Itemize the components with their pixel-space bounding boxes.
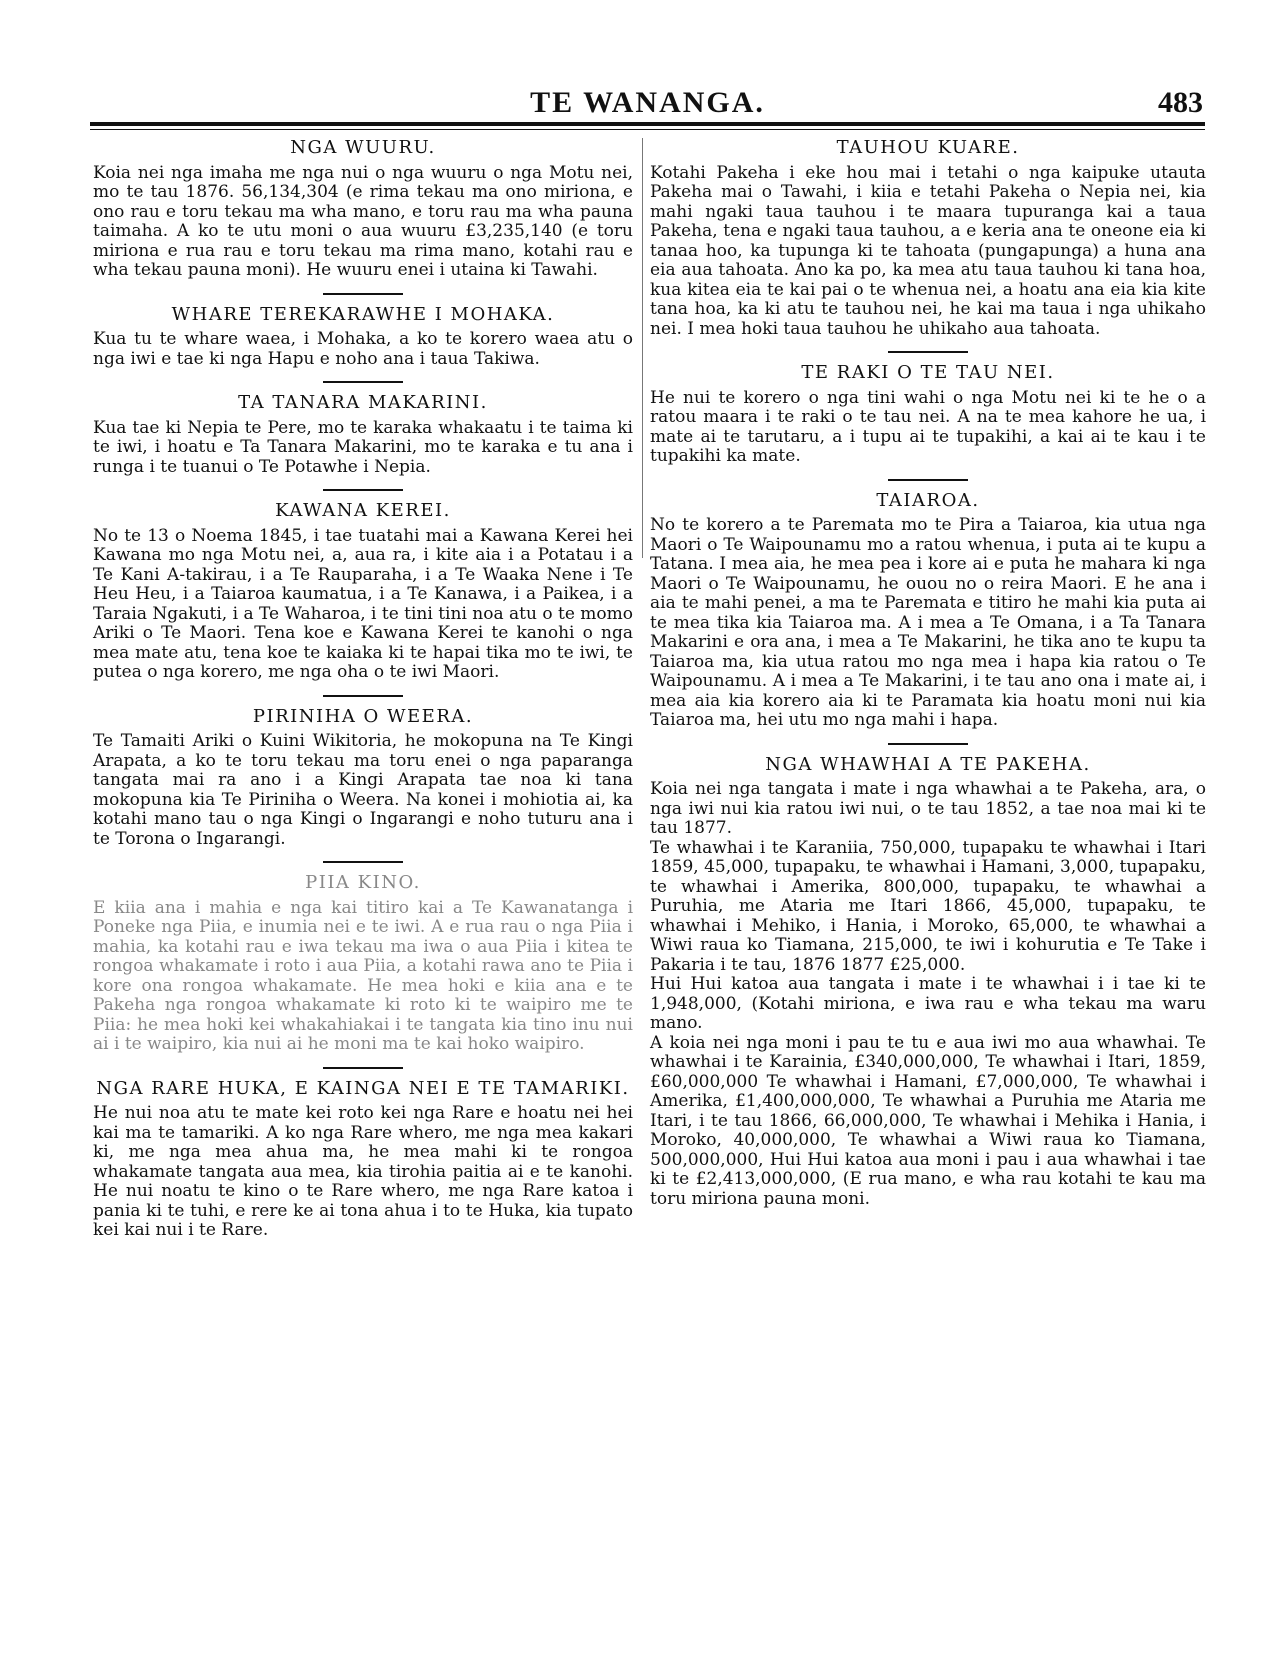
article-paragraph: No te 13 o Noema 1845, i tae tuatahi mai a Kawana Kerei hei Kawana mo nga Motu nei, a, aua ra, i kite aia i a Potatau i a Te Kani A-takirau, i a Te Rauparaha, i a Te Waaka Nene i Te Heu Heu, i a Taiaroa kaumatua, i a Te Kanawa, i a Paikea, i a Taraia Ngakuti, i a Te Waharoa, i te tini tini noa atu o te momo Ariki o Te Maori. Tena koe e Kawana Kerei te kanohi o nga mea mate atu, tena koe te kaiaka ki te hapai tika mo te iwi, te putea o nga korero, me nga oha o te iwi Maori. xyxy=(93,525,633,682)
article-heading: NGA WUURU. xyxy=(290,137,436,158)
article-heading: TA TANARA MAKARINI. xyxy=(238,392,488,413)
article-heading: PIIA KINO. xyxy=(305,872,421,893)
right-column xyxy=(650,138,1206,1221)
newspaper-title: TE WANANGA. xyxy=(530,86,765,119)
article-separator xyxy=(323,293,403,295)
article-te-raki xyxy=(650,363,1206,467)
article-nga-wuuru xyxy=(93,138,633,281)
article-paragraph: Te Tamaiti Ariki o Kuini Wikitoria, he mokopuna na Te Kingi Arapata, a ko te toru tekau ma toru enei o nga paparanga tangata mai ra ano i a Kingi Arapata tae noa ki tana mokopuna kia Te Piriniha o Weera. Na konei i mohiotia ai, ka kotahi mano tau o nga Kingi o Ingarangi e noho tuturu ana i te Torona o Ingarangi. xyxy=(93,731,633,849)
article-heading: NGA RARE HUKA, E KAINGA NEI E TE TAMARIKI. xyxy=(96,1077,630,1099)
article-separator xyxy=(323,489,403,491)
article-paragraph: He nui te korero o nga tini wahi o nga Motu nei ki te he o a ratou maara i te raki o te tau nei. A na te mea kahore he ua, i mate ai te tarutaru, a i tupu ai te tupakihi, a kai ai te kau i te tupakihi ka mate. xyxy=(650,387,1206,466)
article-heading: TE RAKI O TE TAU NEI. xyxy=(801,362,1055,383)
masthead xyxy=(90,78,1205,126)
masthead-rule-thin xyxy=(90,129,1205,130)
article-paragraph: No te korero a te Paremata mo te Pira a Taiaroa, kia utua nga Maori o Te Waipounamu mo a ratou whenua, i puta ai te kupu a Tatana. I mea aia, he mea pea i kore ai e puta he mahara ki nga Maori o Te Waipounamu, he ouou no o reira Maori. E he ana i aia te mahi penei, a ma te Paremata e titiro he mahi kia puta ai te mea tika kia Taiaroa ma. A i mea a Te Omana, i a Ta Tanara Makarini e ora ana, i mea a Te Makarini, he tika ano te kupu ta Taiaroa ma, kia utua ratou mo nga mea i hapa kia ratou o Te Waipounamu. A i mea a Te Makarini, i te tau ano ona i mate ai, i mea aia kia korero aia ki te Paramata kia hoatu moni nui kia Taiaroa ma, hei utu mo nga mahi i hapa. xyxy=(650,515,1206,730)
article-paragraph: Kua tu te whare waea, i Mohaka, a ko te korero waea atu o nga iwi e tae ki nga Hapu e noho ana i taua Takiwa. xyxy=(93,329,633,369)
article-separator xyxy=(323,861,403,863)
article-separator xyxy=(888,743,968,745)
article-paragraph: Hui Hui katoa aua tangata i mate i te whawhai i i tae ki te 1,948,000, (Kotahi miriona, e iwa rau e wha tekau ma waru mano. xyxy=(650,974,1206,1033)
article-taiaroa xyxy=(650,491,1206,731)
article-paragraph: Koia nei nga imaha me nga nui o nga wuuru o nga Motu nei, mo te tau 1876. 56,134,304 (e rima tekau ma ono miriona, e ono rau e toru tekau ma wha mano, e toru rau ma wha pauna taimaha. A ko te utu moni o aua wuuru £3,235,140 (e toru miriona e rua rau e toru tekau ma rima mano, kotahi rau e wha tekau pauna moni). He wuuru enei i utaina ki Tawahi. xyxy=(93,162,633,280)
article-paragraph: Kotahi Pakeha i eke hou mai i tetahi o nga kaipuke utauta Pakeha mai o Tawahi, i kiia e tetahi Pakeha o Nepia nei, kia mahi ngaki taua tauhou i te maara tupuranga kai a taua Pakeha, tena e ngaki taua tauhou, a e keria ana te oneone eia ki tanaa hoo, ka tupunga ki te tahoata (pungapunga) a huna ana eia aua tahoata. Ano ka po, ka mea atu taua tauhou ki tana hoa, kua kitea eia te kai pai o te whenua nei, a hoatu ana eia kia kite tana hoa, ka ki atu te tauhou nei, he kai ma taua i nga uhikaho nei. I mea hoki taua tauhou he uhikaho aua tahoata. xyxy=(650,162,1206,339)
article-paragraph: He nui noa atu te mate kei roto kei nga Rare e hoatu nei hei kai ma te tamariki. A ko nga Rare whero, me nga mea kakari ki, me nga mea ahua ma, he mea mahi ki te rongoa whakamate tangata aua mea, kia tirohia paitia ai e te kanohi. He nui noatu te kino o te Rare whero, me nga Rare katoa i pania ki te tuhi, e rere ke ai tona ahua i to te Huka, kia tupato kei kai nui i te Rare. xyxy=(93,1103,633,1240)
left-column xyxy=(93,138,633,1253)
article-separator xyxy=(323,695,403,697)
page-number: 483 xyxy=(1158,86,1203,119)
article-whare-terekarawhe xyxy=(93,305,633,370)
article-kawana-kerei xyxy=(93,501,633,683)
article-heading: WHARE TEREKARAWHE I MOHAKA. xyxy=(171,303,555,325)
article-paragraph: Kua tae ki Nepia te Pere, mo te karaka whakaatu i te taima ki te iwi, i hoatu e Ta Tanara Makarini, mo te karaka e tu ana i runga i te tuanui o Te Potawhe i Nepia. xyxy=(93,417,633,477)
article-piia-kino xyxy=(93,873,633,1055)
article-piriniha-o-weera xyxy=(93,707,633,850)
article-separator xyxy=(323,1067,403,1069)
article-separator xyxy=(888,351,968,353)
column-divider xyxy=(642,138,643,558)
article-heading: KAWANA KEREI. xyxy=(275,500,451,521)
article-paragraph: Koia nei nga tangata i mate i nga whawhai a te Pakeha, ara, o nga iwi nui kia ratou iwi nui, o te tau 1852, a tae noa mai ki te tau 1877. xyxy=(650,779,1206,838)
article-separator xyxy=(323,381,403,383)
article-separator xyxy=(888,479,968,481)
article-heading: TAIAROA. xyxy=(876,489,980,511)
article-paragraph: E kiia ana i mahia e nga kai titiro kai a Te Kawanatanga i Poneke nga Piia, e inumia nei e te iwi. A e rua rau o nga Piia i mahia, ka kotahi rau e iwa tekau ma iwa o aua Piia i kitea te rongoa whakamate i roto i aua Piia, a kotahi rawa ano te Piia i kore ona rongoa whakamate. He mea hoki e kiia ana e te Pakeha nga rongoa whakamate ki roto ki te waipiro me te Piia: he mea hoki kei whakahiakai i te tangata kia tino inu nui ai i te waipiro, kia nui ai he moni ma te kai hoko waipiro. xyxy=(93,897,633,1054)
article-paragraph: Te whawhai i te Karaniia, 750,000, tupapaku te whawhai i Itari 1859, 45,000, tupapaku, te whawhai i Hamani, 3,000, tupapaku, te whawhai i Amerika, 800,000, tupapaku, te whawhai a Puruhia, me Ataria me Itari 1866, 45,000, tupapaku, te whawhai i Mehiko, i Hania, i Moroko, 65,000, te whawhai a Wiwi raua ko Tiamana, 215,000, te iwi i kohurutia e Te Take i Pakaria i te tau, 1876 1877 £25,000. xyxy=(650,837,1206,975)
article-nga-rare-huka xyxy=(93,1079,633,1241)
article-nga-whawhai xyxy=(650,755,1206,1210)
masthead-rule xyxy=(90,122,1205,126)
article-heading: NGA WHAWHAI A TE PAKEHA. xyxy=(765,753,1091,775)
article-tauhou-kuare xyxy=(650,138,1206,339)
article-ta-tanara-makarini xyxy=(93,393,633,477)
article-heading: TAUHOU KUARE. xyxy=(836,137,1020,158)
article-paragraph: A koia nei nga moni i pau te tu e aua iwi mo aua whawhai. Te whawhai i te Karainia, £340,000,000, Te whawhai i Itari, 1859, £60,000,000 Te whawhai i Hamani, £7,000,000, Te whawhai i Amerika, £1,400,000,000, Te whawhai a Puruhia me Ataria me Itari, i te tau 1866, 66,000,000, Te whawhai i Mehika i Hania, i Moroko, 40,000,000, Te whawhai a Wiwi raua ko Tiamana, 500,000,000, Hui Hui katoa aua moni i pau i aua whawhai i tae ki te £2,413,000,000, (E rua mano, e wha rau kotahi te kau ma toru miriona pauna moni. xyxy=(650,1032,1206,1209)
article-heading: PIRINIHA O WEERA. xyxy=(252,705,474,727)
